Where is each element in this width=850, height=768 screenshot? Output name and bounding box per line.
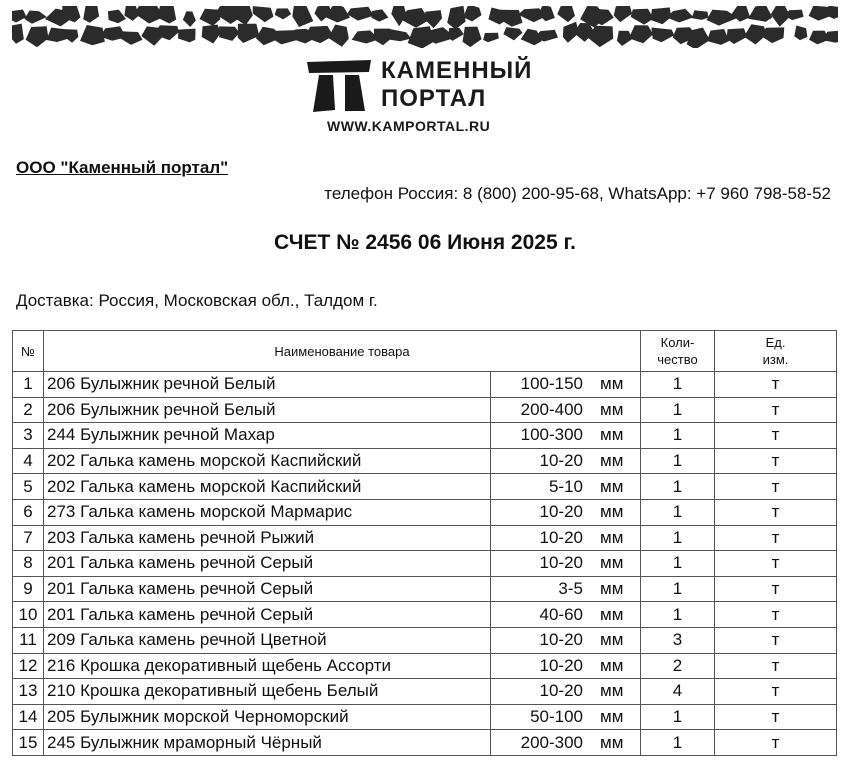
table-row bbox=[13, 653, 837, 679]
size-unit: мм bbox=[586, 474, 641, 500]
product-name: 209 Галька камень речной Цветной bbox=[44, 627, 491, 653]
quantity: 1 bbox=[641, 602, 715, 628]
row-number: 6 bbox=[13, 499, 44, 525]
product-size: 10-20 bbox=[491, 448, 587, 474]
product-size: 5-10 bbox=[491, 474, 587, 500]
product-name: 206 Булыжник речной Белый bbox=[44, 397, 491, 423]
unit-of-measure: т bbox=[715, 602, 837, 628]
product-name: 201 Галька камень речной Серый bbox=[44, 551, 491, 577]
size-unit: мм bbox=[586, 372, 641, 398]
logo-text-line2: ПОРТАЛ bbox=[381, 85, 487, 112]
size-unit: мм bbox=[586, 423, 641, 449]
row-number: 11 bbox=[13, 627, 44, 653]
table-row bbox=[13, 525, 837, 551]
product-name: 273 Галька камень морской Мармарис bbox=[44, 499, 491, 525]
row-number: 1 bbox=[13, 372, 44, 398]
product-name: 216 Крошка декоративный щебень Ассорти bbox=[44, 653, 491, 679]
quantity: 3 bbox=[641, 627, 715, 653]
row-number: 10 bbox=[13, 602, 44, 628]
product-name: 245 Булыжник мраморный Чёрный bbox=[44, 730, 491, 756]
product-size: 200-400 bbox=[491, 397, 587, 423]
table-row bbox=[13, 730, 837, 756]
row-number: 15 bbox=[13, 730, 44, 756]
stone-portal-logo-icon bbox=[305, 58, 373, 114]
size-unit: мм bbox=[586, 576, 641, 602]
unit-of-measure: т bbox=[715, 551, 837, 577]
unit-of-measure: т bbox=[715, 372, 837, 398]
header-quantity-line1: Коли- bbox=[660, 335, 695, 350]
header-product-name: Наименование товара bbox=[44, 331, 641, 372]
unit-of-measure: т bbox=[715, 448, 837, 474]
table-row bbox=[13, 551, 837, 577]
delivery-address: Доставка: Россия, Московская обл., Талдом г. bbox=[16, 291, 378, 310]
contact-phone: телефон Россия: 8 (800) 200-95-68, WhatsApp: +7 960 798-58-52 bbox=[324, 184, 831, 203]
row-number: 2 bbox=[13, 397, 44, 423]
row-number: 12 bbox=[13, 653, 44, 679]
row-number: 7 bbox=[13, 525, 44, 551]
product-size: 10-20 bbox=[491, 525, 587, 551]
size-unit: мм bbox=[586, 679, 641, 705]
table-row bbox=[13, 499, 837, 525]
header-unit-line2: изм. bbox=[762, 352, 789, 367]
header-number: № bbox=[13, 331, 44, 372]
table-row bbox=[13, 704, 837, 730]
quantity: 4 bbox=[641, 679, 715, 705]
product-size: 3-5 bbox=[491, 576, 587, 602]
logo-url: WWW.KAMPORTAL.RU bbox=[327, 118, 491, 134]
product-size: 200-300 bbox=[491, 730, 587, 756]
table-row bbox=[13, 602, 837, 628]
quantity: 1 bbox=[641, 525, 715, 551]
product-name: 202 Галька камень морской Каспийский bbox=[44, 474, 491, 500]
quantity: 1 bbox=[641, 704, 715, 730]
header-unit-line1: Ед. bbox=[765, 335, 786, 350]
product-name: 210 Крошка декоративный щебень Белый bbox=[44, 679, 491, 705]
size-unit: мм bbox=[586, 397, 641, 423]
unit-of-measure: т bbox=[715, 576, 837, 602]
row-number: 3 bbox=[13, 423, 44, 449]
product-name: 203 Галька камень речной Рыжий bbox=[44, 525, 491, 551]
size-unit: мм bbox=[586, 499, 641, 525]
product-size: 10-20 bbox=[491, 499, 587, 525]
row-number: 14 bbox=[13, 704, 44, 730]
size-unit: мм bbox=[586, 704, 641, 730]
size-unit: мм bbox=[586, 653, 641, 679]
company-name: ООО "Каменный портал" bbox=[16, 158, 229, 177]
quantity: 1 bbox=[641, 551, 715, 577]
row-number: 9 bbox=[13, 576, 44, 602]
product-name: 202 Галька камень морской Каспийский bbox=[44, 448, 491, 474]
table-row bbox=[13, 474, 837, 500]
product-name: 205 Булыжник морской Черноморский bbox=[44, 704, 491, 730]
unit-of-measure: т bbox=[715, 525, 837, 551]
unit-of-measure: т bbox=[715, 653, 837, 679]
table-row bbox=[13, 679, 837, 705]
header-unit bbox=[715, 331, 837, 372]
product-size: 10-20 bbox=[491, 653, 587, 679]
unit-of-measure: т bbox=[715, 730, 837, 756]
table-row bbox=[13, 576, 837, 602]
table-header-row bbox=[13, 331, 837, 372]
product-size: 10-20 bbox=[491, 627, 587, 653]
product-size: 50-100 bbox=[491, 704, 587, 730]
quantity: 1 bbox=[641, 474, 715, 500]
quantity: 1 bbox=[641, 372, 715, 398]
product-name: 206 Булыжник речной Белый bbox=[44, 372, 491, 398]
row-number: 4 bbox=[13, 448, 44, 474]
size-unit: мм bbox=[586, 551, 641, 577]
stone-pattern-banner bbox=[12, 6, 838, 48]
product-size: 10-20 bbox=[491, 551, 587, 577]
product-name: 201 Галька камень речной Серый bbox=[44, 576, 491, 602]
unit-of-measure: т bbox=[715, 627, 837, 653]
row-number: 8 bbox=[13, 551, 44, 577]
product-size: 100-150 bbox=[491, 372, 587, 398]
table-row bbox=[13, 627, 837, 653]
size-unit: мм bbox=[586, 525, 641, 551]
size-unit: мм bbox=[586, 627, 641, 653]
product-size: 100-300 bbox=[491, 423, 587, 449]
quantity: 1 bbox=[641, 448, 715, 474]
quantity: 1 bbox=[641, 576, 715, 602]
row-number: 13 bbox=[13, 679, 44, 705]
size-unit: мм bbox=[586, 448, 641, 474]
quantity: 2 bbox=[641, 653, 715, 679]
unit-of-measure: т bbox=[715, 397, 837, 423]
table-row bbox=[13, 423, 837, 449]
header-quantity-line2: чество bbox=[657, 352, 698, 367]
items-table bbox=[12, 330, 837, 756]
quantity: 1 bbox=[641, 423, 715, 449]
product-name: 201 Галька камень речной Серый bbox=[44, 602, 491, 628]
quantity: 1 bbox=[641, 499, 715, 525]
table-row bbox=[13, 397, 837, 423]
product-name: 244 Булыжник речной Махар bbox=[44, 423, 491, 449]
product-size: 10-20 bbox=[491, 679, 587, 705]
header-quantity bbox=[641, 331, 715, 372]
product-size: 40-60 bbox=[491, 602, 587, 628]
quantity: 1 bbox=[641, 730, 715, 756]
table-row bbox=[13, 372, 837, 398]
unit-of-measure: т bbox=[715, 499, 837, 525]
table-row bbox=[13, 448, 837, 474]
unit-of-measure: т bbox=[715, 704, 837, 730]
unit-of-measure: т bbox=[715, 474, 837, 500]
row-number: 5 bbox=[13, 474, 44, 500]
invoice-title: СЧЕТ № 2456 06 Июня 2025 г. bbox=[274, 231, 576, 254]
logo bbox=[305, 56, 545, 136]
unit-of-measure: т bbox=[715, 679, 837, 705]
logo-text-line1: КАМЕННЫЙ bbox=[381, 57, 533, 84]
quantity: 1 bbox=[641, 397, 715, 423]
size-unit: мм bbox=[586, 602, 641, 628]
size-unit: мм bbox=[586, 730, 641, 756]
unit-of-measure: т bbox=[715, 423, 837, 449]
